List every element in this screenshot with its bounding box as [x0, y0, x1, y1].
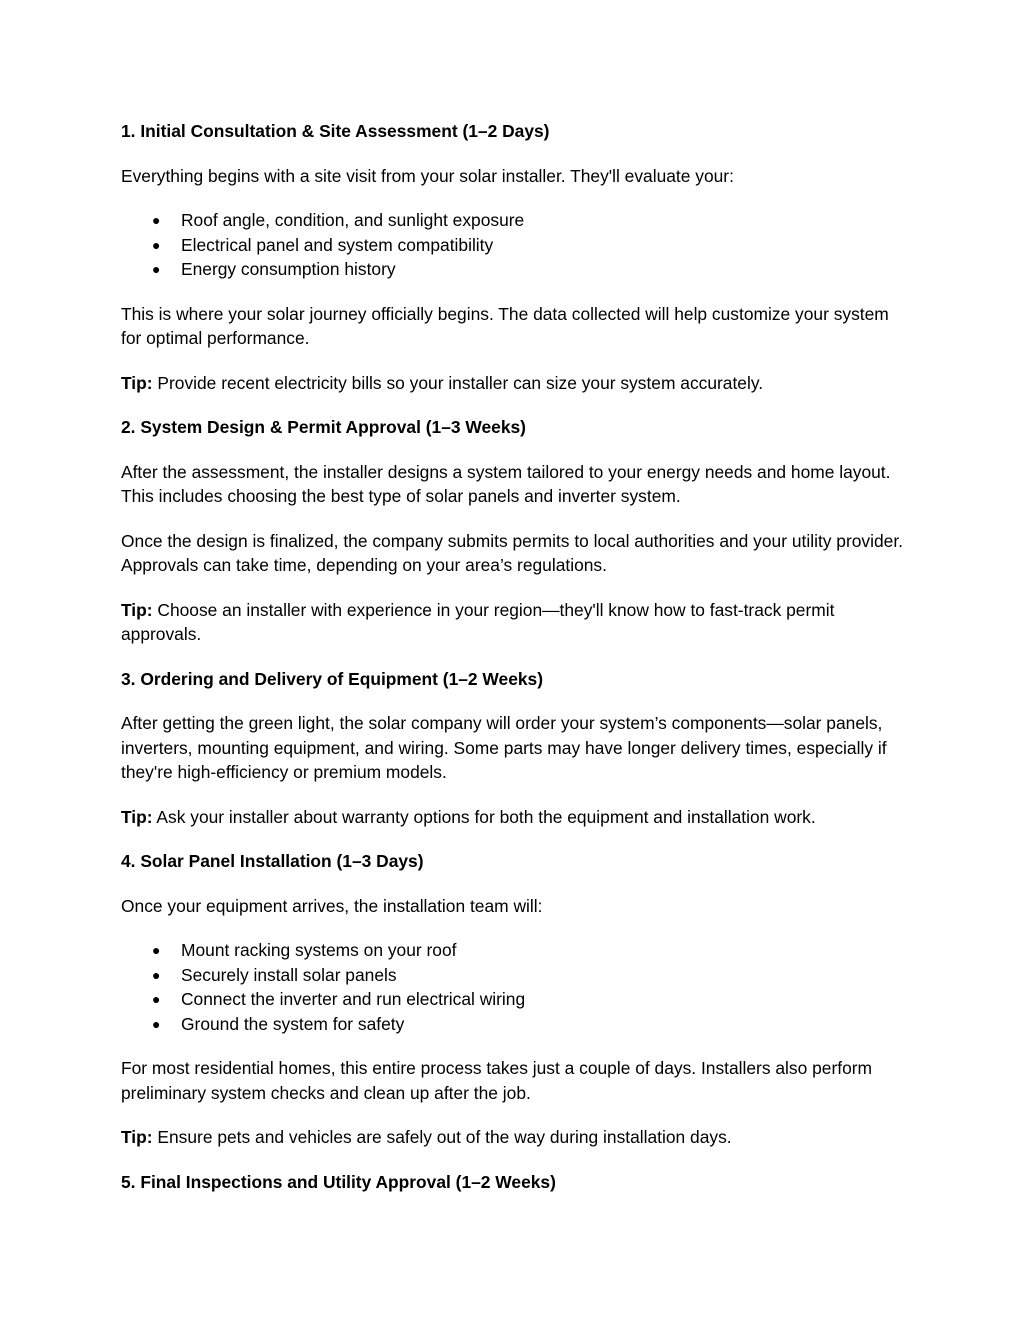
list-item	[121, 257, 911, 282]
list-item	[121, 1012, 911, 1037]
list-item-text: Electrical panel and system compatibility	[181, 234, 494, 255]
bullet-icon: ●	[152, 942, 161, 958]
tip-text: Ask your installer about warranty options for both the equipment and installation work.	[152, 806, 816, 827]
list-item-text: Connect the inverter and run electrical wiring	[181, 989, 526, 1009]
section-intro: Once your equipment arrives, the installation team will:	[121, 895, 543, 916]
list-item-text: Roof angle, condition, and sunlight exposure	[181, 210, 525, 230]
tip-label: Tip:	[121, 599, 153, 620]
tip-paragraph	[121, 805, 911, 830]
list-item-text: Energy consumption history	[181, 259, 396, 279]
tip-paragraph	[121, 598, 911, 647]
bullet-icon: ●	[152, 991, 161, 1007]
tip-label: Tip:	[121, 372, 153, 393]
tip-text: Provide recent electricity bills so your installer can size your system accurately.	[152, 372, 764, 393]
section-heading: 1. Initial Consultation & Site Assessment (1–2 Days)	[121, 121, 550, 141]
bullet-list	[121, 208, 911, 282]
list-item	[121, 233, 911, 258]
section-paragraph: After getting the green light, the solar company will order your system’s components—solar panels, inverters, mounting equipment, and wiring. Some parts may have longer delivery times, especially if they're high-efficiency or premium models.	[121, 713, 887, 782]
bullet-icon: ●	[152, 236, 161, 253]
section-body: For most residential homes, this entire process takes just a couple of days. Installers also perform preliminary system checks and clean up after the job.	[121, 1058, 873, 1103]
section-paragraph: After the assessment, the installer designs a system tailored to your energy needs and home layout. This includes choosing the best type of solar panels and inverter system.	[121, 461, 891, 506]
document-page	[121, 119, 911, 1214]
section-heading: 4. Solar Panel Installation (1–3 Days)	[121, 851, 424, 871]
tip-text: Choose an installer with experience in your region—they'll know how to fast-track permit approvals.	[121, 599, 835, 644]
list-item	[121, 938, 911, 963]
section-heading: 5. Final Inspections and Utility Approval (1–2 Weeks)	[121, 1171, 556, 1192]
list-item-text: Mount racking systems on your roof	[181, 940, 457, 960]
tip-label: Tip:	[121, 1127, 153, 1147]
section-paragraph: Once the design is finalized, the company submits permits to local authorities and your utility provider. Approvals can take time, depending on your area’s regulations.	[121, 530, 904, 575]
list-item-text: Ground the system for safety	[181, 1013, 405, 1034]
tip-paragraph	[121, 371, 911, 396]
bullet-icon: ●	[152, 212, 161, 228]
list-item-text: Securely install solar panels	[181, 964, 397, 985]
bullet-icon: ●	[152, 1015, 161, 1032]
bullet-icon: ●	[152, 966, 161, 983]
list-item	[121, 987, 911, 1012]
tip-label: Tip:	[121, 806, 153, 827]
list-item	[121, 208, 911, 233]
section-intro: Everything begins with a site visit from your solar installer. They'll evaluate your:	[121, 165, 734, 186]
section-body: This is where your solar journey officially begins. The data collected will help customize your system for optimal performance.	[121, 303, 889, 348]
bullet-icon: ●	[152, 261, 161, 277]
tip-paragraph	[121, 1125, 911, 1150]
section-heading: 2. System Design & Permit Approval (1–3 Weeks)	[121, 417, 526, 437]
tip-text: Ensure pets and vehicles are safely out of the way during installation days.	[152, 1127, 732, 1147]
list-item	[121, 963, 911, 988]
bullet-list	[121, 938, 911, 1036]
section-heading: 3. Ordering and Delivery of Equipment (1–2 Weeks)	[121, 668, 544, 689]
